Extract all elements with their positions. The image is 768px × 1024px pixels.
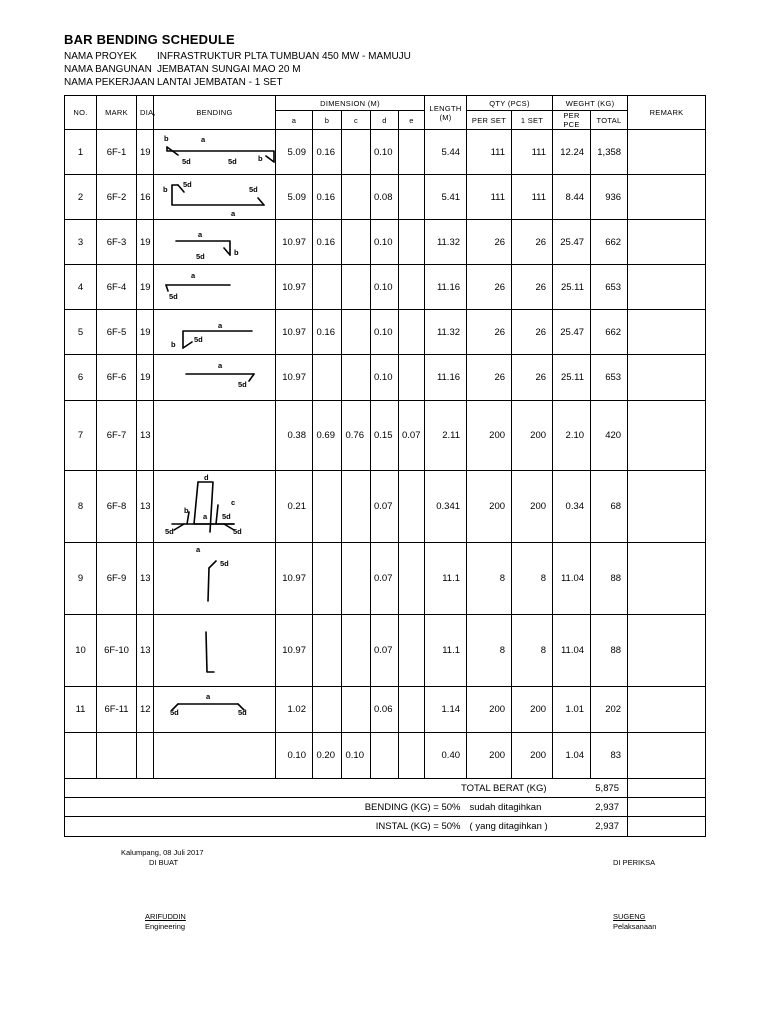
cell-dia: 13	[137, 471, 154, 543]
cell-a: 10.97	[276, 310, 313, 355]
header-qty-1set: 1 SET	[512, 111, 553, 130]
cell-dia: 16	[137, 175, 154, 220]
table-row	[65, 310, 706, 355]
cell-d: 0.07	[371, 615, 399, 687]
cell-one-set: 8	[512, 543, 553, 615]
sketch-label-hook: 5d	[182, 156, 191, 166]
cell-per-set: 26	[467, 310, 512, 355]
cell-d	[371, 733, 399, 779]
cell-dia: 19	[137, 310, 154, 355]
cell-length: 5.41	[425, 175, 467, 220]
cell-one-set: 200	[512, 471, 553, 543]
header-dim-b: b	[313, 111, 342, 130]
sketch-label-hook: 5d	[183, 179, 192, 189]
total-weight-blank	[628, 779, 706, 798]
sketch-label-d: d	[204, 472, 209, 482]
cell-per-pce: 8.44	[553, 175, 591, 220]
cell-b	[313, 471, 342, 543]
sketch-label-b: b	[163, 184, 168, 194]
cell-remark	[628, 733, 706, 779]
sketch-label-b: b	[171, 339, 176, 349]
header-weight-per-pce: PER PCE	[553, 111, 591, 130]
cell-remark	[628, 265, 706, 310]
table-row	[65, 687, 706, 733]
cell-b: 0.16	[313, 130, 342, 175]
table-row	[65, 543, 706, 615]
cell-b	[313, 265, 342, 310]
cell-per-set: 200	[467, 471, 512, 543]
checked-by-label: DI PERIKSA	[613, 858, 656, 867]
cell-remark	[628, 543, 706, 615]
cell-one-set: 26	[512, 220, 553, 265]
instal-label: INSTAL (KG) = 50%	[65, 817, 467, 837]
meta-value: JEMBATAN SUNGAI MAO 20 M	[157, 64, 301, 75]
cell-per-set: 111	[467, 175, 512, 220]
cell-mark: 6F-3	[97, 220, 137, 265]
cell-d: 0.08	[371, 175, 399, 220]
cell-total: 68	[591, 471, 628, 543]
cell-one-set: 200	[512, 401, 553, 471]
cell-per-set: 200	[467, 401, 512, 471]
header-dim-a: a	[276, 111, 313, 130]
table-row	[65, 220, 706, 265]
cell-one-set: 111	[512, 175, 553, 220]
cell-c	[342, 175, 371, 220]
header-dim-d: d	[371, 111, 399, 130]
header-weight: WEGHT (KG)	[553, 96, 628, 111]
cell-total: 88	[591, 615, 628, 687]
sketch-label-hook: 5d	[170, 707, 179, 717]
table-row	[65, 130, 706, 175]
cell-c	[342, 687, 371, 733]
cell-a: 10.97	[276, 615, 313, 687]
cell-per-pce: 0.34	[553, 471, 591, 543]
cell-remark	[628, 130, 706, 175]
bar-shape-diagram	[154, 688, 276, 732]
bar-shape-diagram	[154, 176, 276, 219]
bending-sketch	[154, 130, 276, 175]
cell-e	[399, 355, 425, 401]
made-by-label: DI BUAT	[149, 858, 179, 867]
header-length-unit: (M)	[439, 112, 452, 122]
cell-per-pce: 12.24	[553, 130, 591, 175]
cell-d: 0.10	[371, 265, 399, 310]
cell-length: 11.16	[425, 355, 467, 401]
sketch-label-a: a	[198, 229, 203, 239]
cell-mark: 6F-2	[97, 175, 137, 220]
bar-shape-diagram	[154, 356, 276, 400]
cell-a: 10.97	[276, 220, 313, 265]
cell-a: 5.09	[276, 130, 313, 175]
cell-per-set: 8	[467, 615, 512, 687]
bending-blank	[628, 798, 706, 817]
cell-d: 0.10	[371, 310, 399, 355]
cell-per-pce: 25.11	[553, 265, 591, 310]
cell-a: 10.97	[276, 355, 313, 401]
bending-sketch	[154, 220, 276, 265]
sketch-label-a: a	[203, 511, 208, 521]
cell-one-set: 200	[512, 733, 553, 779]
cell-dia: 13	[137, 543, 154, 615]
sketch-label-b: b	[184, 505, 189, 515]
header-length	[425, 96, 467, 130]
bending-sketch	[154, 310, 276, 355]
cell-no: 8	[65, 471, 97, 543]
cell-e	[399, 733, 425, 779]
cell-dia: 13	[137, 615, 154, 687]
cell-a: 0.38	[276, 401, 313, 471]
header-qty: QTY (PCS)	[467, 96, 553, 111]
cell-remark	[628, 615, 706, 687]
cell-per-set: 200	[467, 733, 512, 779]
bending-sketch	[154, 175, 276, 220]
bar-shape-diagram	[154, 544, 276, 614]
cell-per-pce: 11.04	[553, 543, 591, 615]
sketch-label-hook: 5d	[194, 334, 203, 344]
cell-a: 5.09	[276, 175, 313, 220]
header-weight-total: TOTAL	[591, 111, 628, 130]
bending-sketch	[154, 615, 276, 687]
cell-no: 10	[65, 615, 97, 687]
cell-no: 7	[65, 401, 97, 471]
sketch-label-a: a	[206, 691, 211, 701]
page-title: BAR BENDING SCHEDULE	[64, 32, 235, 47]
cell-per-set: 26	[467, 355, 512, 401]
cell-total: 83	[591, 733, 628, 779]
bar-shape-diagram	[154, 266, 276, 309]
bar-shape-diagram	[154, 221, 276, 264]
cell-c	[342, 220, 371, 265]
cell-total: 1,358	[591, 130, 628, 175]
cell-remark	[628, 401, 706, 471]
maker-name: ARIFUDDIN	[145, 912, 186, 921]
bending-sketch	[154, 355, 276, 401]
cell-remark	[628, 355, 706, 401]
cell-length: 11.32	[425, 220, 467, 265]
instal-value: 2,937	[553, 817, 628, 837]
cell-b	[313, 355, 342, 401]
bending-sketch	[154, 543, 276, 615]
sketch-label-b: b	[234, 247, 239, 257]
cell-e	[399, 687, 425, 733]
meta-key: NAMA PROYEK	[64, 51, 137, 62]
header-no: NO.	[65, 96, 97, 130]
sketch-label-b: b	[164, 133, 169, 143]
table-row	[65, 615, 706, 687]
header-remark: REMARK	[628, 96, 706, 130]
cell-no	[65, 733, 97, 779]
sketch-label-hook: 5d	[165, 526, 174, 536]
cell-per-pce: 2.10	[553, 401, 591, 471]
cell-b: 0.16	[313, 310, 342, 355]
sketch-label-a: a	[218, 320, 223, 330]
meta-key: NAMA BANGUNAN	[64, 64, 152, 75]
cell-per-pce: 1.01	[553, 687, 591, 733]
cell-mark	[97, 733, 137, 779]
sketch-label-hook: 5d	[249, 184, 258, 194]
cell-d: 0.10	[371, 130, 399, 175]
sketch-label-c: c	[231, 497, 236, 507]
cell-a: 0.10	[276, 733, 313, 779]
cell-length: 0.341	[425, 471, 467, 543]
meta-building	[64, 63, 301, 76]
table-row	[65, 265, 706, 310]
cell-one-set: 8	[512, 615, 553, 687]
cell-one-set: 26	[512, 355, 553, 401]
cell-c	[342, 543, 371, 615]
cell-per-pce: 11.04	[553, 615, 591, 687]
cell-per-pce: 1.04	[553, 733, 591, 779]
cell-per-set: 26	[467, 220, 512, 265]
meta-work	[64, 76, 283, 89]
cell-c	[342, 355, 371, 401]
cell-e	[399, 310, 425, 355]
cell-a: 0.21	[276, 471, 313, 543]
cell-no: 9	[65, 543, 97, 615]
cell-b	[313, 543, 342, 615]
cell-dia: 19	[137, 265, 154, 310]
bending-note: sudah ditagihkan	[467, 798, 553, 817]
cell-remark	[628, 310, 706, 355]
total-weight-value: 5,875	[553, 779, 628, 798]
bar-shape-diagram	[154, 131, 276, 174]
header-dim-c: c	[342, 111, 371, 130]
cell-d: 0.07	[371, 471, 399, 543]
cell-mark: 6F-11	[97, 687, 137, 733]
table-row	[65, 471, 706, 543]
cell-per-set: 111	[467, 130, 512, 175]
sketch-label-hook: 5d	[233, 526, 242, 536]
cell-c: 0.76	[342, 401, 371, 471]
meta-value: LANTAI JEMBATAN - 1 SET	[157, 77, 283, 88]
cell-no: 6	[65, 355, 97, 401]
meta-value: INFRASTRUKTUR PLTA TUMBUAN 450 MW - MAMUJU	[157, 51, 411, 62]
cell-total: 420	[591, 401, 628, 471]
cell-d: 0.06	[371, 687, 399, 733]
instal-note: ( yang ditagihkan )	[467, 817, 553, 837]
cell-c	[342, 265, 371, 310]
bending-sketch	[154, 687, 276, 733]
cell-total: 936	[591, 175, 628, 220]
header-dia: DIA,	[137, 96, 154, 130]
cell-c	[342, 471, 371, 543]
bar-shape-diagram	[154, 616, 276, 686]
cell-b: 0.16	[313, 220, 342, 265]
cell-length: 5.44	[425, 130, 467, 175]
cell-b	[313, 615, 342, 687]
instal-blank	[628, 817, 706, 837]
cell-a: 10.97	[276, 543, 313, 615]
cell-d: 0.10	[371, 355, 399, 401]
cell-length: 1.14	[425, 687, 467, 733]
cell-d: 0.15	[371, 401, 399, 471]
cell-e: 0.07	[399, 401, 425, 471]
cell-d: 0.10	[371, 220, 399, 265]
cell-length: 11.1	[425, 615, 467, 687]
cell-mark: 6F-4	[97, 265, 137, 310]
bending-sketch	[154, 265, 276, 310]
cell-c	[342, 130, 371, 175]
cell-one-set: 200	[512, 687, 553, 733]
sketch-label-a: a	[218, 360, 223, 370]
cell-per-pce: 25.47	[553, 310, 591, 355]
sketch-label-a: a	[201, 134, 206, 144]
bending-sketch	[154, 733, 276, 779]
cell-c	[342, 615, 371, 687]
bar-shape-diagram	[154, 402, 276, 470]
cell-length: 11.16	[425, 265, 467, 310]
cell-b: 0.69	[313, 401, 342, 471]
bar-shape-diagram	[154, 311, 276, 354]
sketch-label-hook: 5d	[222, 511, 231, 521]
total-weight-label: TOTAL BERAT (KG)	[65, 779, 553, 798]
table-row	[65, 175, 706, 220]
cell-per-pce: 25.47	[553, 220, 591, 265]
table-row	[65, 733, 706, 779]
cell-remark	[628, 175, 706, 220]
cell-length: 11.32	[425, 310, 467, 355]
cell-per-set: 26	[467, 265, 512, 310]
cell-d: 0.07	[371, 543, 399, 615]
sketch-label-hook: 5d	[238, 379, 247, 389]
bending-sketch	[154, 471, 276, 543]
cell-e	[399, 471, 425, 543]
maker-role: Engineering	[145, 922, 186, 931]
cell-dia	[137, 733, 154, 779]
header-dimension: DIMENSION (M)	[276, 96, 425, 111]
sketch-label-a: a	[231, 208, 236, 218]
meta-project	[64, 50, 411, 63]
cell-total: 88	[591, 543, 628, 615]
cell-total: 202	[591, 687, 628, 733]
cell-no: 1	[65, 130, 97, 175]
cell-mark: 6F-1	[97, 130, 137, 175]
sketch-label-a: a	[196, 544, 201, 554]
table-row	[65, 401, 706, 471]
cell-length: 0.40	[425, 733, 467, 779]
header-mark: MARK	[97, 96, 137, 130]
cell-dia: 19	[137, 130, 154, 175]
cell-remark	[628, 220, 706, 265]
table-row	[65, 355, 706, 401]
cell-dia: 12	[137, 687, 154, 733]
cell-b: 0.16	[313, 175, 342, 220]
sketch-label-hook: 5d	[228, 156, 237, 166]
place-date: Kalumpang, 08 Juli 2017	[121, 848, 204, 857]
header-bending: BENDING	[154, 96, 276, 130]
cell-e	[399, 265, 425, 310]
cell-e	[399, 175, 425, 220]
cell-mark: 6F-10	[97, 615, 137, 687]
cell-per-set: 8	[467, 543, 512, 615]
cell-per-set: 200	[467, 687, 512, 733]
cell-dia: 19	[137, 220, 154, 265]
sketch-label-hook: 5d	[220, 558, 229, 568]
cell-remark	[628, 471, 706, 543]
bar-shape-diagram	[154, 472, 276, 542]
bar-shape-diagram	[154, 734, 276, 778]
cell-remark	[628, 687, 706, 733]
cell-per-pce: 25.11	[553, 355, 591, 401]
cell-total: 653	[591, 355, 628, 401]
checker-name: SUGENG	[613, 912, 646, 921]
cell-mark: 6F-8	[97, 471, 137, 543]
header-length-label: LENGTH	[429, 103, 462, 113]
cell-e	[399, 543, 425, 615]
cell-mark: 6F-5	[97, 310, 137, 355]
cell-c: 0.10	[342, 733, 371, 779]
cell-b	[313, 687, 342, 733]
bending-sketch	[154, 401, 276, 471]
sketch-label-a: a	[191, 270, 196, 280]
cell-mark: 6F-6	[97, 355, 137, 401]
cell-e	[399, 130, 425, 175]
cell-dia: 13	[137, 401, 154, 471]
sketch-label-hook: 5d	[196, 251, 205, 261]
cell-mark: 6F-7	[97, 401, 137, 471]
cell-a: 1.02	[276, 687, 313, 733]
cell-e	[399, 615, 425, 687]
cell-no: 5	[65, 310, 97, 355]
cell-one-set: 26	[512, 310, 553, 355]
header-qty-per-set: PER SET	[467, 111, 512, 130]
cell-length: 11.1	[425, 543, 467, 615]
cell-no: 3	[65, 220, 97, 265]
cell-no: 2	[65, 175, 97, 220]
sketch-label-hook: 5d	[169, 291, 178, 301]
bending-label: BENDING (KG) = 50%	[65, 798, 467, 817]
sketch-label-hook: 5d	[238, 707, 247, 717]
header-dim-e: e	[399, 111, 425, 130]
cell-mark: 6F-9	[97, 543, 137, 615]
cell-c	[342, 310, 371, 355]
cell-total: 662	[591, 220, 628, 265]
cell-one-set: 26	[512, 265, 553, 310]
cell-dia: 19	[137, 355, 154, 401]
meta-key: NAMA PEKERJAAN	[64, 77, 155, 88]
cell-e	[399, 220, 425, 265]
cell-total: 662	[591, 310, 628, 355]
cell-one-set: 111	[512, 130, 553, 175]
cell-no: 11	[65, 687, 97, 733]
cell-no: 4	[65, 265, 97, 310]
bending-value: 2,937	[553, 798, 628, 817]
cell-a: 10.97	[276, 265, 313, 310]
cell-length: 2.11	[425, 401, 467, 471]
checker-role: Pelaksanaan	[613, 922, 657, 931]
sketch-label-b: b	[258, 153, 263, 163]
cell-total: 653	[591, 265, 628, 310]
bar-bending-table	[64, 95, 706, 837]
cell-b: 0.20	[313, 733, 342, 779]
